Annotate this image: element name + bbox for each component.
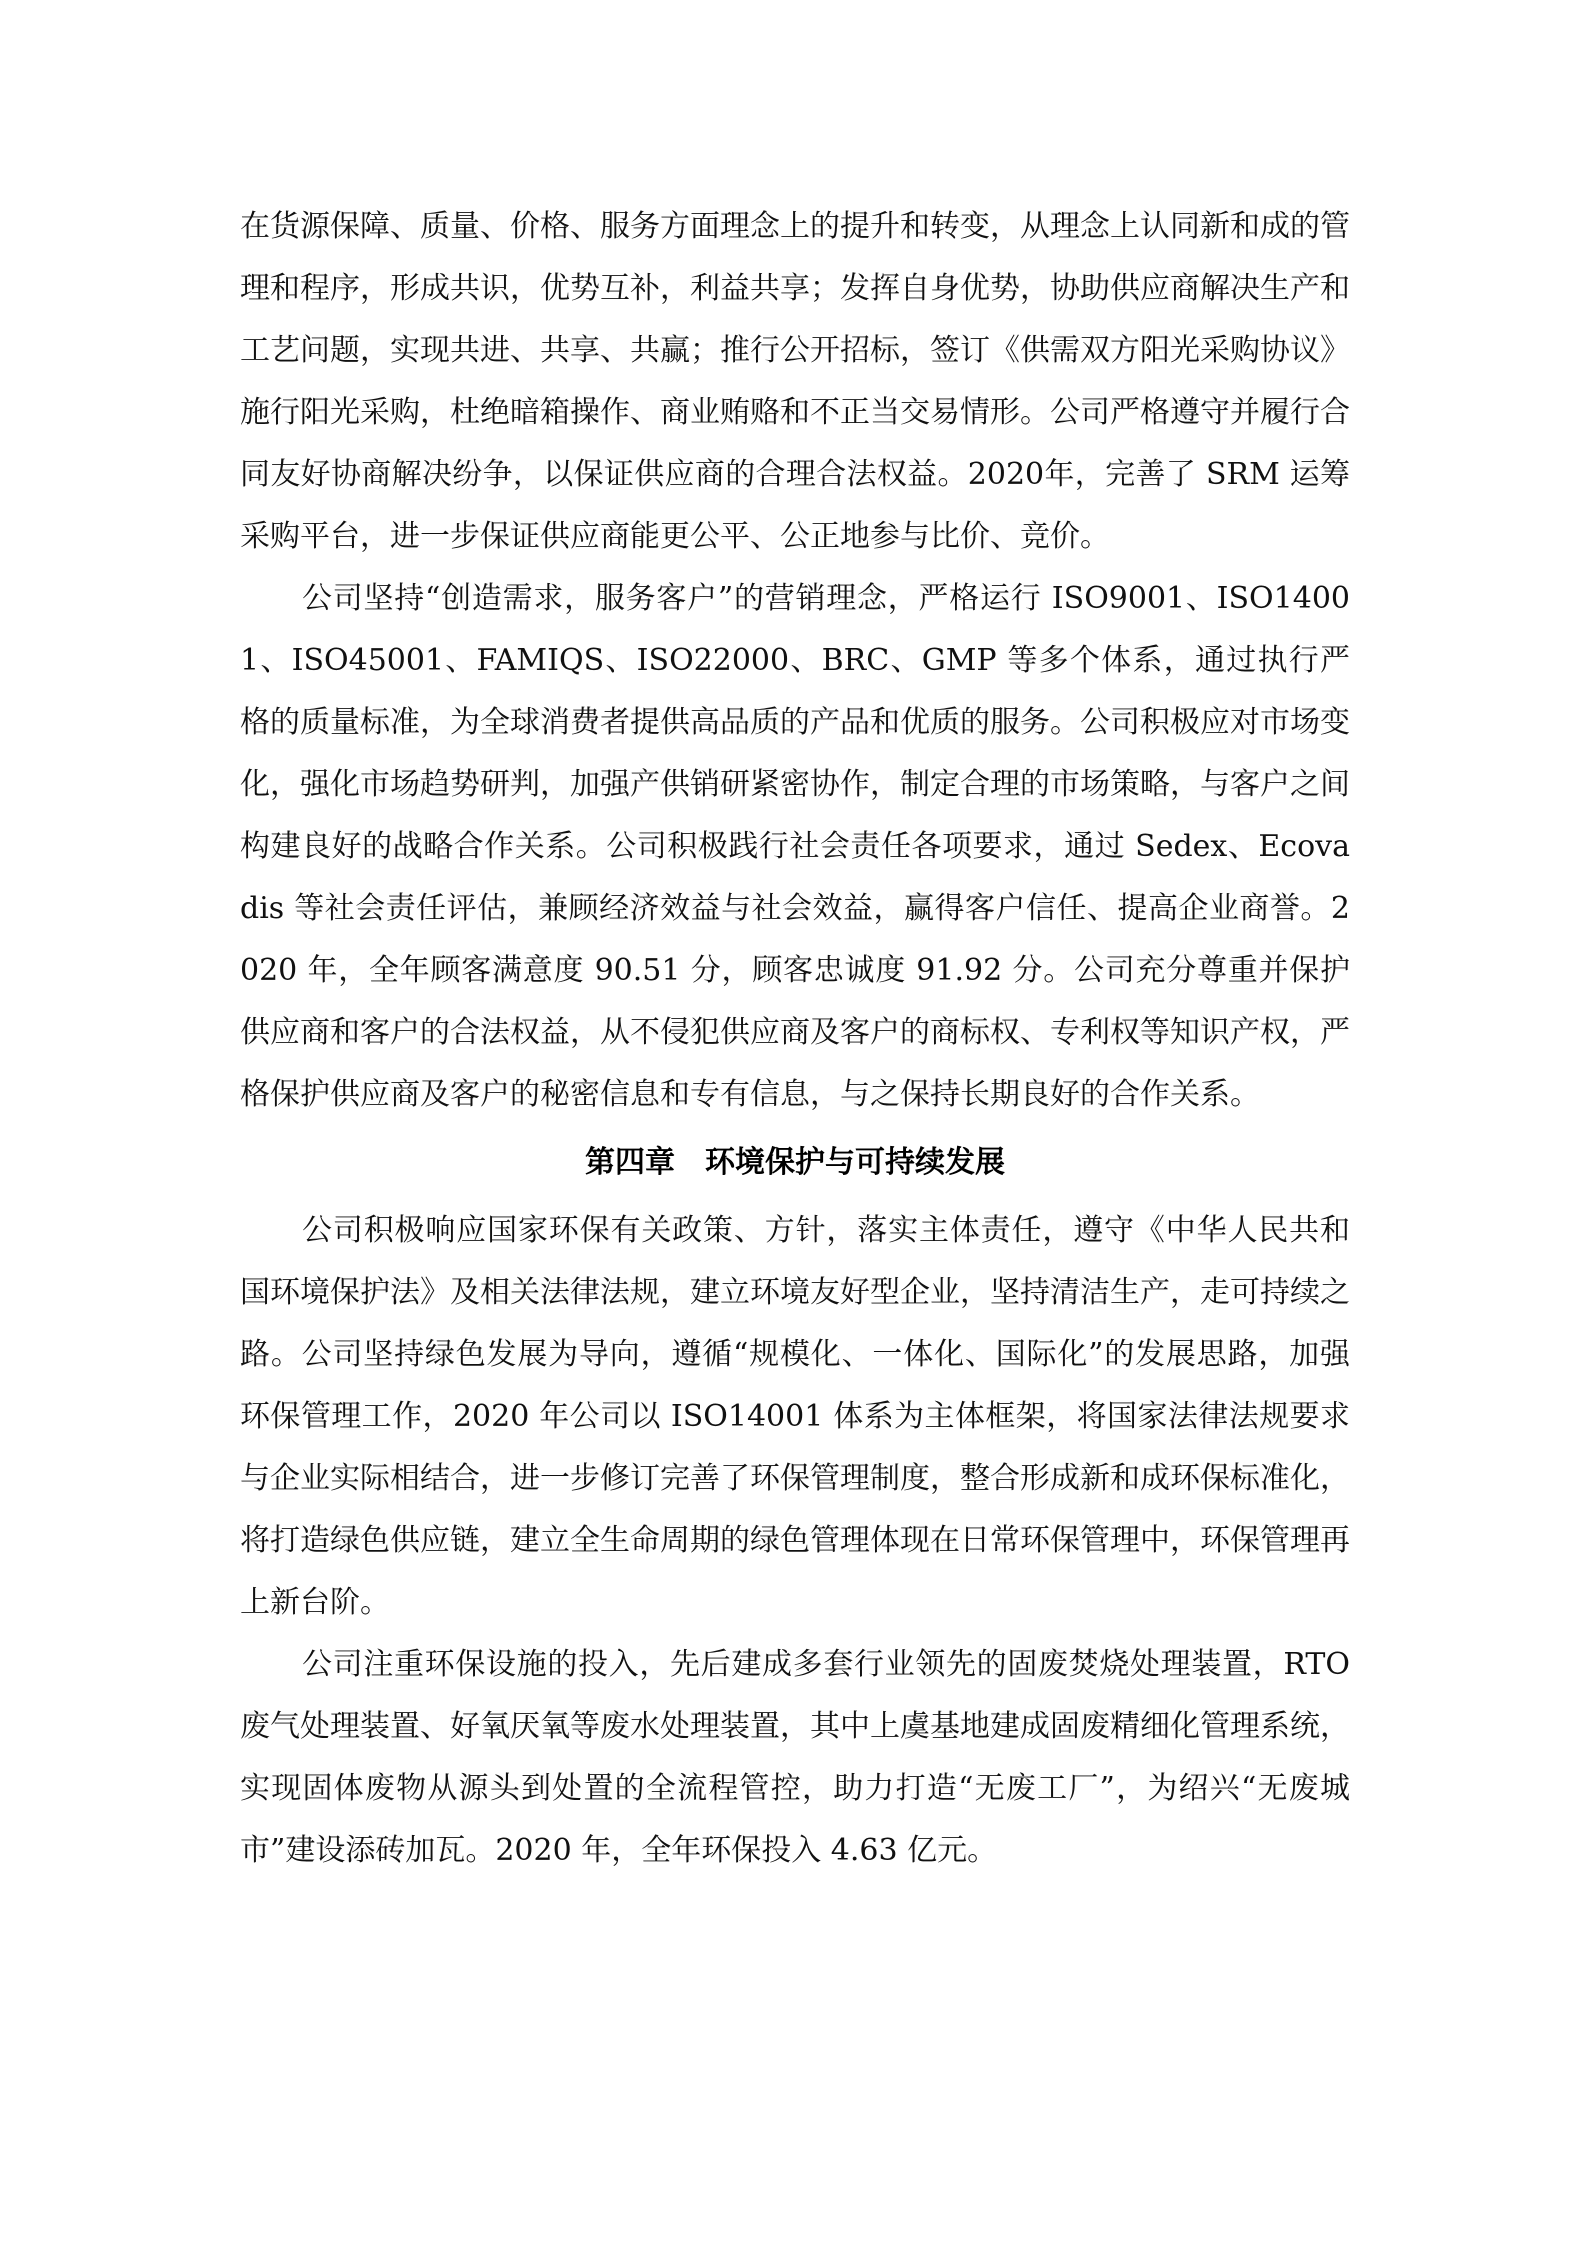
paragraph-environmental-policy: 公司积极响应国家环保有关政策、方针，落实主体责任，遵守《中华人民共和国环境保护法》及相关法律法规，建立环境友好型企业，坚持清洁生产，走可持续之路。公司坚持绿色发展为导向，遵循“规模化、一体化、国际化”的发展思路，加强环保管理工作，2020 年公司以 ISO14001 体系为主体框架，将国家法律法规要求与企业实际相结合，进一步修订完善了环保管理制度，整合形成新和成环保标准化，将打造绿色供应链，建立全生命周期的绿色管理体现在日常环保管理中，环保管理再上新台阶。 — [240, 1213, 1350, 1620]
chapter-heading: 第四章 环境保护与可持续发展 — [585, 1145, 1005, 1180]
paragraph-supplier-relations: 在货源保障、质量、价格、服务方面理念上的提升和转变，从理念上认同新和成的管理和程序，形成共识，优势互补，利益共享；发挥自身优势，协助供应商解决生产和工艺问题，实现共进、共享、共赢；推行公开招标，签订《供需双方阳光采购协议》施行阳光采购，杜绝暗箱操作、商业贿赂和不正当交易情形。公司严格遵守并履行合同友好协商解决纷争，以保证供应商的合理合法权益。2020年，完善了 SRM 运筹采购平台，进一步保证供应商能更公平、公正地参与比价、竞价。 — [240, 209, 1350, 554]
paragraph-customer-marketing: 公司坚持“创造需求，服务客户”的营销理念，严格运行 ISO9001、ISO14001、ISO45001、FAMIQS、ISO22000、BRC、GMP 等多个体系，通过执行严格的质量标准，为全球消费者提供高品质的产品和优质的服务。公司积极应对市场变化，强化市场趋势研判，加强产供销研紧密协作，制定合理的市场策略，与客户之间构建良好的战略合作关系。公司积极践行社会责任各项要求，通过 Sedex、Ecovadis 等社会责任评估，兼顾经济效益与社会效益，赢得客户信任、提高企业商誉。2020 年，全年顾客满意度 90.51 分，顾客忠诚度 91.92 分。公司充分尊重并保护供应商和客户的合法权益，从不侵犯供应商及客户的商标权、专利权等知识产权，严格保护供应商及客户的秘密信息和专有信息，与之保持长期良好的合作关系。 — [240, 581, 1350, 1112]
paragraph-environmental-investment: 公司注重环保设施的投入，先后建成多套行业领先的固废焚烧处理装置，RTO 废气处理装置、好氧厌氧等废水处理装置，其中上虞基地建成固废精细化管理系统，实现固体废物从源头到处置的全流程管控，助力打造“无废工厂”，为绍兴“无废城市”建设添砖加瓦。2020 年，全年环保投入 4.63 亿元。 — [240, 1647, 1350, 1868]
page-content — [240, 196, 1350, 1882]
